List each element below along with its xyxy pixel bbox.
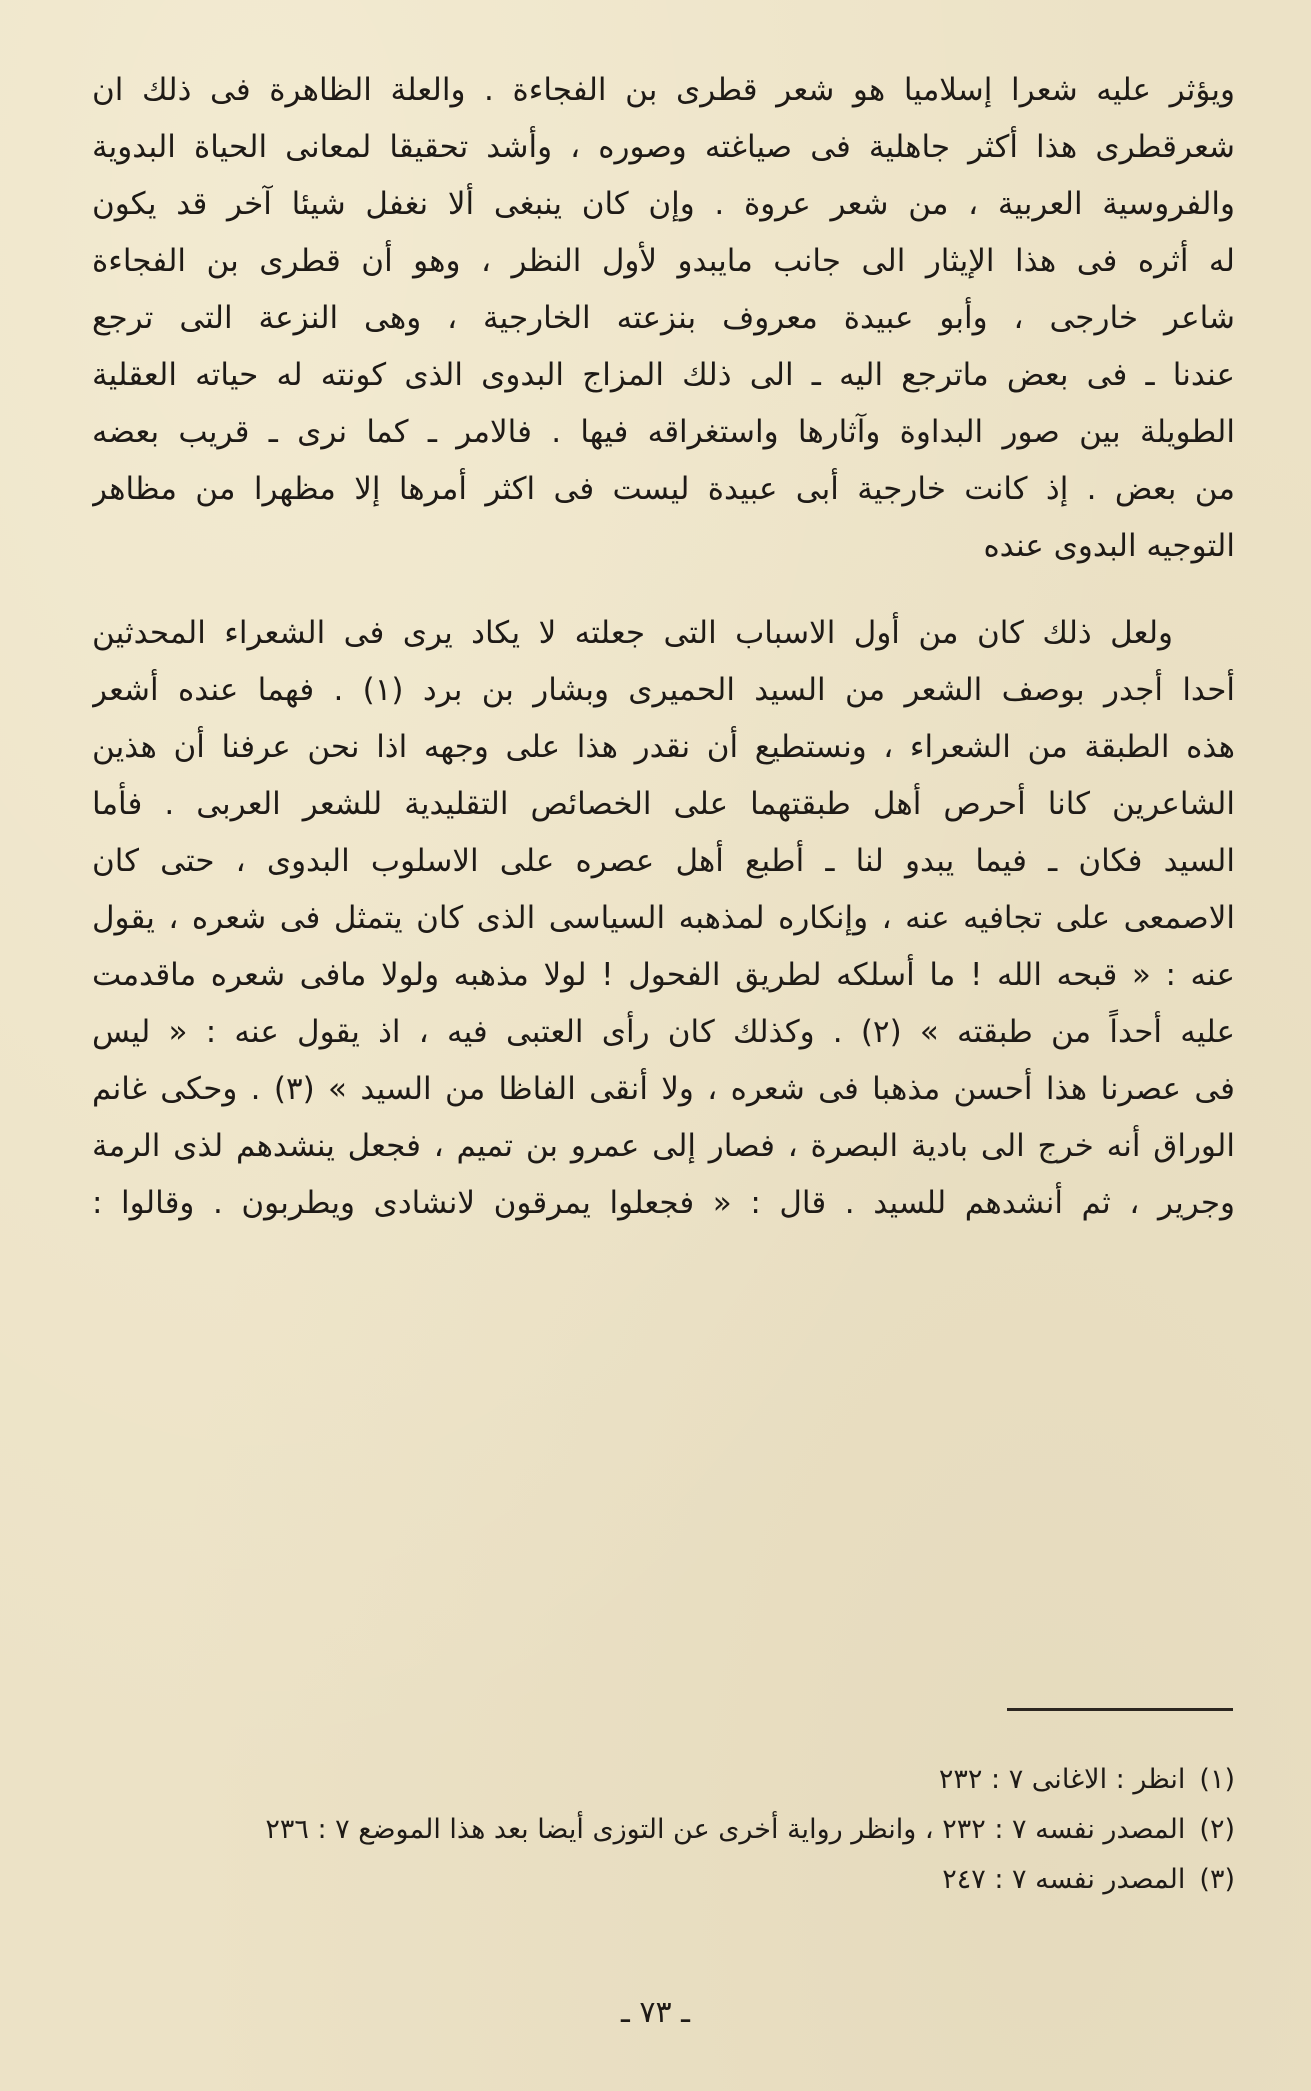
page-number: ـ ٧٣ ـ: [621, 1995, 690, 2030]
paragraph-1: [92, 62, 1235, 575]
text-line: له أثره فى هذا الإيثار الى جانب مايبدو لأول النظر ، وهو أن قطرى بن الفجاءة: [92, 243, 1235, 279]
footnote-text: انظر : الاغانى ٧ : ٢٣٢: [938, 1764, 1186, 1795]
text-line: هذه الطبقة من الشعراء ، ونستطيع أن نقدر هذا على وجهه اذا نحن عرفنا أن هذين: [92, 729, 1235, 765]
text-line: الوراق أنه خرج الى بادية البصرة ، فصار إلى عمرو بن تميم ، فجعل ينشدهم لذى الرمة: [92, 1128, 1235, 1164]
text-line: السيد فكان ـ فيما يبدو لنا ـ أطبع أهل عصره على الاسلوب البدوى ، حتى كان: [92, 843, 1235, 879]
text-line: عندنا ـ فى بعض ماترجع اليه ـ الى ذلك المزاج البدوى الذى كونته له حياته العقلية: [92, 357, 1235, 393]
text-line: من بعض . إذ كانت خارجية أبى عبيدة ليست فى اكثر أمرها إلا مظهرا من مظاهر: [92, 471, 1235, 507]
footnote-2: [92, 1805, 1235, 1855]
text-line: التوجيه البدوى عنده: [983, 528, 1235, 564]
text-line: شعرقطرى هذا أكثر جاهلية فى صياغته وصوره ، وأشد تحقيقا لمعانى الحياة البدوية: [92, 129, 1235, 165]
paragraph-2: [92, 605, 1235, 1232]
footnote-separator: [1007, 1708, 1233, 1711]
footnote-text: المصدر نفسه ٧ : ٢٣٢ ، وانظر رواية أخرى عن التوزى أيضا بعد هذا الموضع ٧ : ٢٣٦: [265, 1814, 1186, 1845]
footnote-number: (١): [1199, 1764, 1235, 1795]
footnote-number: (٢): [1199, 1814, 1235, 1845]
text-line: والفروسية العربية ، من شعر عروة . وإن كان ينبغى ألا نغفل شيئا آخر قد يكون: [92, 186, 1235, 222]
text-line: فى عصرنا هذا أحسن مذهبا فى شعره ، ولا أنقى الفاظا من السيد » (٣) . وحكى غانم: [92, 1071, 1235, 1107]
footnotes: [92, 1755, 1235, 1905]
text-line: الطويلة بين صور البداوة وآثارها واستغراقه فيها . فالامر ـ كما نرى ـ قريب بعضه: [92, 414, 1235, 450]
text-line: أحدا أجدر بوصف الشعر من السيد الحميرى وبشار بن برد (١) . فهما عنده أشعر: [92, 672, 1235, 708]
text-line: عليه أحداً من طبقته » (٢) . وكذلك كان رأى العتبى فيه ، اذ يقول عنه : « ليس: [92, 1014, 1235, 1050]
text-line: ويؤثر عليه شعرا إسلاميا هو شعر قطرى بن الفجاءة . والعلة الظاهرة فى ذلك ان: [92, 72, 1235, 108]
text-line: ولعل ذلك كان من أول الاسباب التى جعلته لا يكاد يرى فى الشعراء المحدثين: [92, 615, 1173, 651]
text-line: الاصمعى على تجافيه عنه ، وإنكاره لمذهبه السياسى الذى كان يتمثل فى شعره ، يقول: [92, 900, 1235, 936]
footnote-number: (٣): [1199, 1864, 1235, 1895]
footnote-text: المصدر نفسه ٧ : ٢٤٧: [942, 1864, 1186, 1895]
paragraph-gap: [92, 575, 1235, 605]
text-line: عنه : « قبحه الله ! ما أسلكه لطريق الفحول ! لولا مذهبه ولولا مافى شعره ماقدمت: [92, 957, 1235, 993]
text-line: وجرير ، ثم أنشدهم للسيد . قال : « فجعلوا يمرقون لانشادى ويطربون . وقالوا :: [92, 1185, 1235, 1221]
footnote-3: [92, 1855, 1235, 1905]
text-line: شاعر خارجى ، وأبو عبيدة معروف بنزعته الخارجية ، وهى النزعة التى ترجع: [92, 300, 1235, 336]
page-body: [92, 62, 1235, 1232]
footnote-1: [92, 1755, 1235, 1805]
text-line: الشاعرين كانا أحرص أهل طبقتهما على الخصائص التقليدية للشعر العربى . فأما: [92, 786, 1235, 822]
